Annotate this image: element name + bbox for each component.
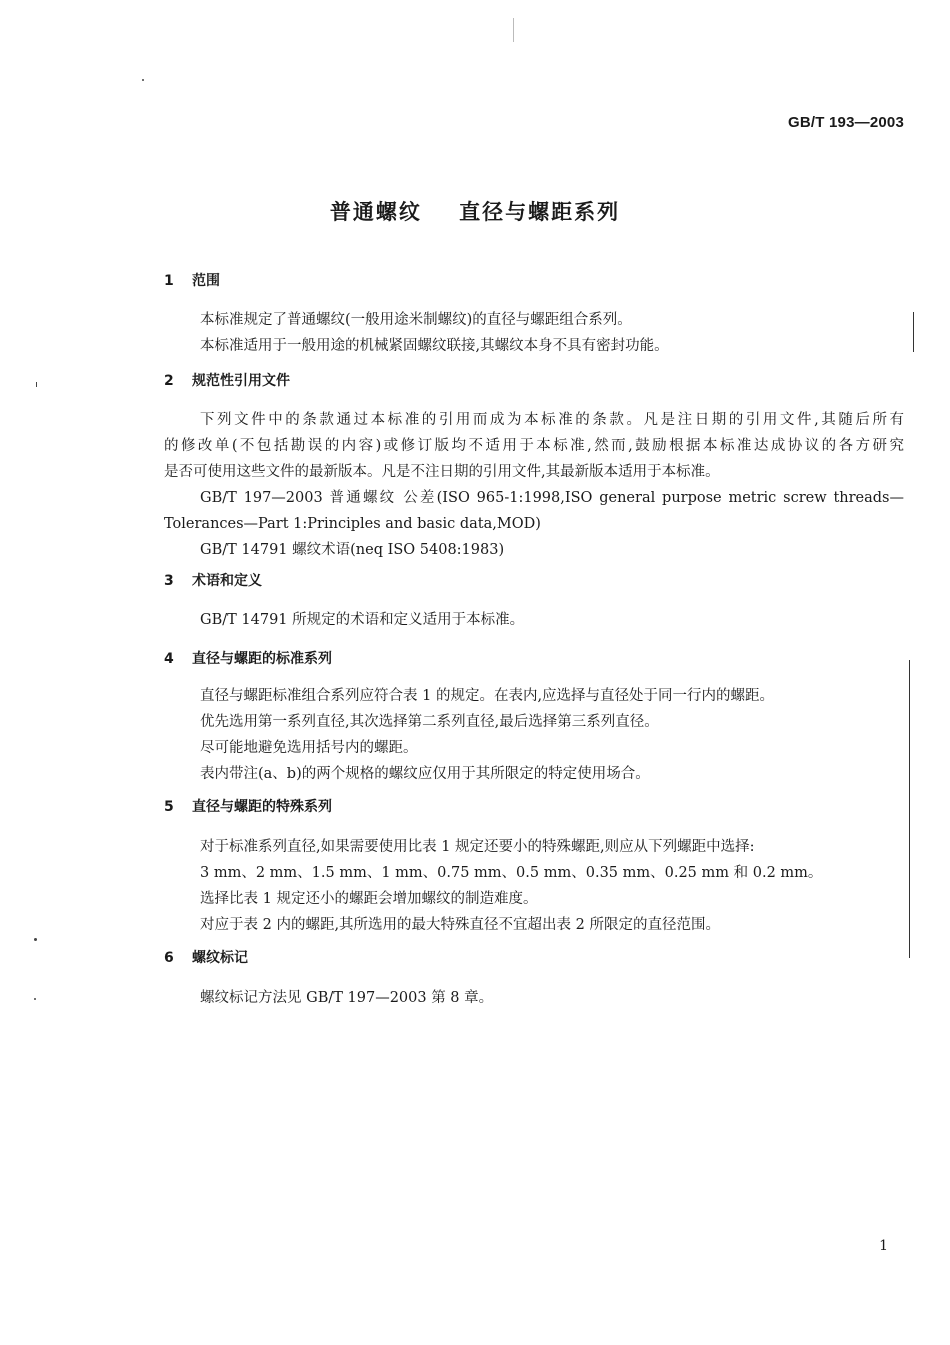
paragraph: 优先选用第一系列直径,其次选择第二系列直径,最后选择第三系列直径。 [200, 714, 659, 730]
section-title: 直径与螺距的特殊系列 [192, 799, 332, 815]
scan-speck [142, 79, 144, 81]
section-1 [164, 271, 904, 291]
paragraph: 螺纹标记方法见 GB/T 197—2003 第 8 章。 [200, 990, 494, 1006]
section-3 [164, 571, 904, 591]
section-heading [164, 571, 904, 591]
scan-speck [513, 18, 514, 42]
section-4-body [164, 683, 904, 787]
section-2 [164, 371, 904, 391]
paragraph: 本标准适用于一般用途的机械紧固螺纹联接,其螺纹本身不具有密封功能。 [200, 338, 669, 354]
section-6-body [164, 985, 904, 1011]
scan-speck [34, 938, 37, 941]
section-title: 直径与螺距的标准系列 [192, 651, 332, 667]
section-number: 4 [164, 651, 174, 667]
scan-speck [34, 998, 36, 1000]
section-title: 术语和定义 [192, 573, 262, 589]
paragraph-line: 下列文件中的条款通过本标准的引用而成为本标准的条款。凡是注日期的引用文件,其随后所有 [200, 412, 904, 428]
paragraph: 尽可能地避免选用括号内的螺距。 [200, 740, 418, 756]
paragraph-line: 的修改单(不包括勘误的内容)或修订版均不适用于本标准,然而,鼓励根据本标准达成协议的各方研究 [164, 438, 904, 454]
paragraph: GB/T 14791 所规定的术语和定义适用于本标准。 [200, 612, 525, 628]
standard-number: GB/T 193—2003 [788, 114, 904, 131]
section-heading [164, 271, 904, 291]
section-5 [164, 797, 904, 817]
section-2-body [164, 407, 904, 563]
reference-line: GB/T 197—2003 普通螺纹 公差(ISO 965-1:1998,ISO general purpose metric screw threads— [200, 490, 904, 506]
reference-line: GB/T 14791 螺纹术语(neq ISO 5408:1983) [200, 542, 505, 558]
paragraph: 表内带注(a、b)的两个规格的螺纹应仅用于其所限定的特定使用场合。 [200, 766, 650, 782]
section-heading [164, 371, 904, 391]
section-title: 范围 [192, 273, 220, 289]
reference-line: Tolerances—Part 1:Principles and basic data,MOD) [164, 516, 541, 532]
document-title: 普通螺纹 直径与螺距系列 [329, 200, 621, 224]
section-heading [164, 948, 904, 968]
paragraph: 对应于表 2 内的螺距,其所选用的最大特殊直径不宜超出表 2 所限定的直径范围。 [200, 917, 720, 933]
section-5-body [164, 834, 904, 938]
section-number: 1 [164, 273, 174, 289]
paragraph: 直径与螺距标准组合系列应符合表 1 的规定。在表内,应选择与直径处于同一行内的螺距。 [200, 688, 775, 704]
section-heading [164, 797, 904, 817]
section-6 [164, 948, 904, 968]
section-title: 规范性引用文件 [192, 373, 290, 389]
section-3-body [164, 607, 904, 633]
paragraph: 本标准规定了普通螺纹(一般用途米制螺纹)的直径与螺距组合系列。 [200, 312, 632, 328]
scan-speck [36, 382, 37, 387]
paragraph: 选择比表 1 规定还小的螺距会增加螺纹的制造难度。 [200, 891, 538, 907]
section-number: 2 [164, 373, 174, 389]
section-number: 6 [164, 950, 174, 966]
paragraph: 3 mm、2 mm、1.5 mm、1 mm、0.75 mm、0.5 mm、0.35 mm、0.25 mm 和 0.2 mm。 [200, 865, 823, 881]
section-number: 5 [164, 799, 174, 815]
revision-bar [913, 312, 914, 352]
section-heading [164, 649, 904, 669]
section-1-body [164, 307, 904, 359]
section-number: 3 [164, 573, 174, 589]
page-number: 1 [879, 1238, 888, 1254]
section-4 [164, 649, 904, 669]
paragraph: 对于标准系列直径,如果需要使用比表 1 规定还要小的特殊螺距,则应从下列螺距中选择: [200, 839, 755, 855]
paragraph-line: 是否可使用这些文件的最新版本。凡是不注日期的引用文件,其最新版本适用于本标准。 [164, 464, 720, 480]
section-title: 螺纹标记 [192, 950, 248, 966]
revision-bar [909, 660, 910, 958]
